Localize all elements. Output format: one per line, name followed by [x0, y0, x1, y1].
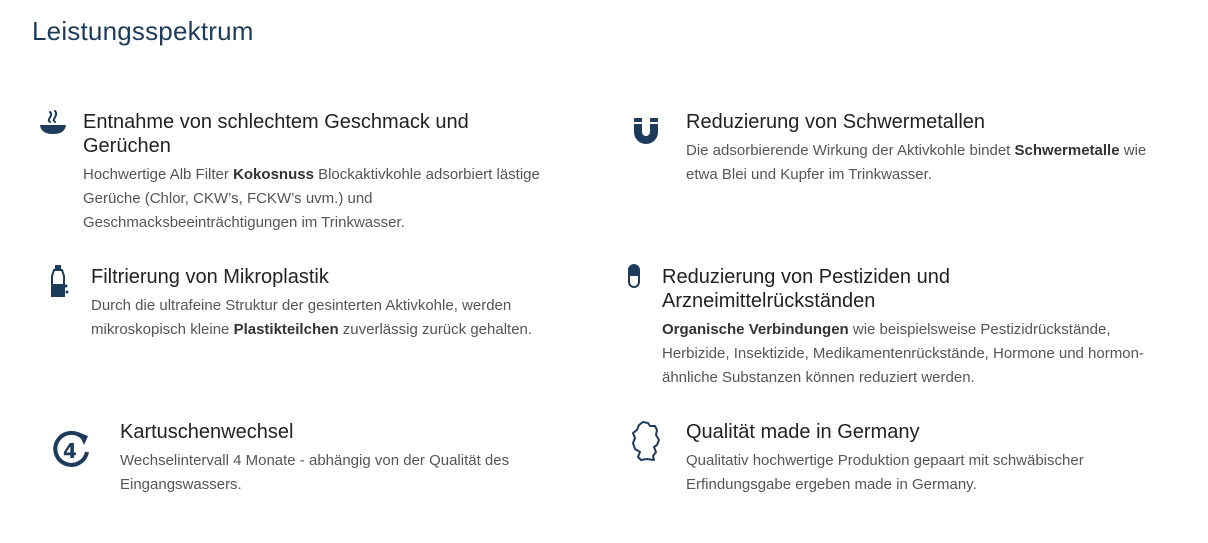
- feature-title: Kartuschenwechsel: [120, 421, 294, 443]
- cycle-four-months-icon: [50, 428, 92, 472]
- cycle-number: 4: [63, 439, 77, 463]
- feature-description: Durch die ultrafeine Struktur der gesinterten Aktivkohle, werden mikroskopisch kleine Plastikteilchen zuverlässig zurück gehalten.: [91, 297, 533, 338]
- feature-description: Die adsorbierende Wirkung der Aktivkohle bindet Schwermetalle wie etwa Blei und Kupfer im Trinkwasser.: [686, 142, 1147, 183]
- feature-title: Entnahme von schlechtem Geschmack und Gerüchen: [83, 111, 469, 157]
- feature-description: Wechselintervall 4 Monate - abhängig von der Qualität des Eingangswassers.: [120, 452, 510, 493]
- steam-bowl-icon: [38, 108, 68, 136]
- feature-title: Filtrierung von Mikroplastik: [91, 266, 329, 288]
- pill-capsule-icon: [626, 264, 642, 288]
- section-title: Leistungsspektrum: [32, 16, 254, 46]
- plastic-bottle-icon: [48, 264, 70, 298]
- feature-title: Reduzierung von Pestiziden und Arzneimittelrückständen: [662, 266, 950, 312]
- feature-description: Qualitativ hochwertige Produktion gepaart mit schwäbischer Erfindungsgabe ergeben made in Germany.: [686, 452, 1084, 493]
- germany-map-icon: [630, 420, 662, 462]
- magnet-icon: [632, 116, 660, 148]
- feature-title: Reduzierung von Schwermetallen: [686, 111, 986, 133]
- feature-description: Organische Verbindungen wie beispielsweise Pestizidrückstände, Herbizide, Insektizide, Medikamentenrückstände, Hormone und hormon- ähnliche Substanzen können reduziert werden.: [662, 321, 1144, 386]
- feature-title: Qualität made in Germany: [686, 421, 920, 443]
- feature-description: Hochwertige Alb Filter Kokosnuss Blockaktivkohle adsorbiert lästige Gerüche (Chlor, CKW’s, FCKW’s uvm.) und Geschmacksbeeinträchtigungen im Trinkwasser.: [83, 166, 540, 231]
